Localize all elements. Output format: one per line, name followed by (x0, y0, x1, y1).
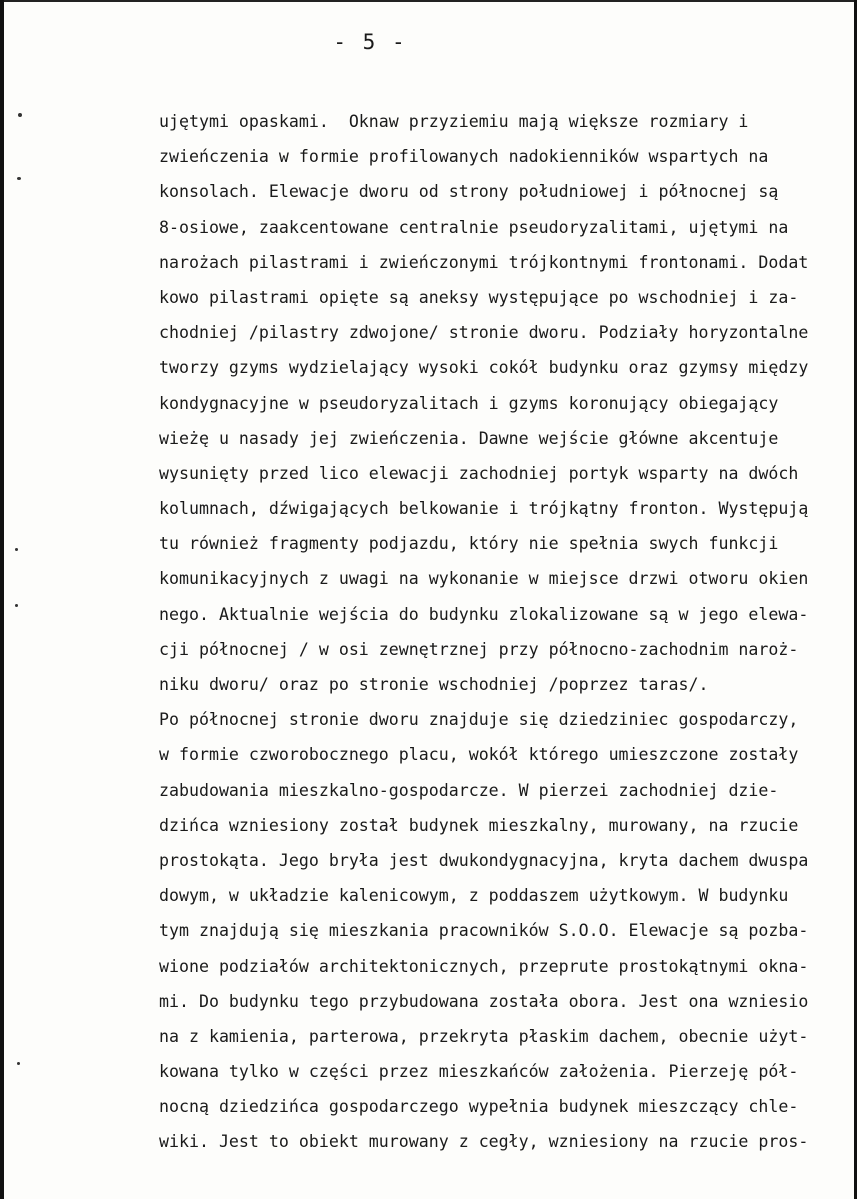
scan-edge-left (0, 0, 4, 1199)
text-line: zwieńczenia w formie profilowanych nadokienników wspartych na (159, 147, 769, 167)
text-line: chodniej /pilastry zdwojone/ stronie dworu. Podziały horyzontalne (159, 323, 809, 343)
text-line: wiki. Jest to obiekt murowany z cegły, wzniesiony na rzucie pros- (159, 1132, 809, 1152)
text-line: tworzy gzyms wydzielający wysoki cokół budynku oraz gzymsy między (159, 358, 809, 378)
text-line: zabudowania mieszkalno-gospodarcze. W pierzei zachodniej dzie- (159, 780, 779, 800)
text-line: wysunięty przed lico elewacji zachodniej portyk wsparty na dwóch (159, 463, 799, 483)
scan-edge-top (0, 0, 857, 2)
text-line: nocną dziedzińca gospodarczego wypełnia budynek mieszczący chle- (159, 1097, 799, 1117)
text-line: kowo pilastrami opięte są aneksy występujące po wschodniej i za- (159, 287, 799, 307)
text-line: prostokąta. Jego bryła jest dwukondygnacyjna, kryta dachem dwuspa (159, 850, 809, 870)
text-line: w formie czworobocznego placu, wokół którego umieszczone zostały (159, 745, 799, 765)
text-line: mi. Do budynku tego przybudowana została obora. Jest ona wzniesio (159, 991, 809, 1011)
text-line: kowana tylko w części przez mieszkańców założenia. Pierzeję pół- (159, 1062, 799, 1082)
text-line: kondygnacyjne w pseudoryzalitach i gzyms koronujący obiegający (159, 393, 779, 413)
text-line: wieżę u nasady jej zwieńczenia. Dawne wejście główne akcentuje (159, 428, 779, 448)
text-line: niku dworu/ oraz po stronie wschodniej /poprzez taras/. (159, 675, 709, 694)
text-line: wione podziałów architektonicznych, przeprute prostokątnymi okna- (159, 956, 809, 976)
text-line: narożach pilastrami i zwieńczonymi trójkontnymi frontonami. Dodat (159, 252, 809, 272)
text-line: 8-osiowe, zaakcentowane centralnie pseudoryzalitami, ujętymi na (159, 217, 789, 237)
scan-speck (18, 113, 22, 117)
page-number: - 5 - (333, 30, 407, 54)
scan-speck (15, 604, 18, 607)
text-line: Po północnej stronie dworu znajduje się dziedziniec gospodarczy, (159, 710, 799, 730)
text-line: kolumnach, dźwigających belkowanie i trójkątny fronton. Występują (159, 499, 809, 519)
text-line: dowym, w układzie kalenicowym, z poddaszem użytkowym. W budynku (159, 886, 789, 906)
text-line: komunikacyjnych z uwagi na wykonanie w miejsce drzwi otworu okien (159, 569, 809, 589)
text-line: dzińca wzniesiony został budynek mieszkalny, murowany, na rzucie (159, 815, 799, 835)
body-text (159, 104, 849, 1160)
text-line: konsolach. Elewacje dworu od strony południowej i północnej są (159, 182, 779, 202)
text-line: nego. Aktualnie wejścia do budynku zlokalizowane są w jego elewa- (159, 604, 809, 624)
text-line: ujętymi opaskami. Oknaw przyziemiu mają większe rozmiary i (159, 112, 749, 131)
scan-speck (17, 177, 21, 180)
text-line: tu również fragmenty podjazdu, który nie spełnia swych funkcji (159, 534, 779, 554)
text-line: cji północnej / w osi zewnętrznej przy północno-zachodnim naroż- (159, 639, 799, 659)
scan-speck (15, 548, 18, 551)
scan-speck (17, 1062, 20, 1065)
text-line: na z kamienia, parterowa, przekryta płaskim dachem, obecnie użyt- (159, 1026, 809, 1046)
text-line: tym znajdują się mieszkania pracowników S.O.O. Elewacje są pozba- (159, 921, 809, 941)
